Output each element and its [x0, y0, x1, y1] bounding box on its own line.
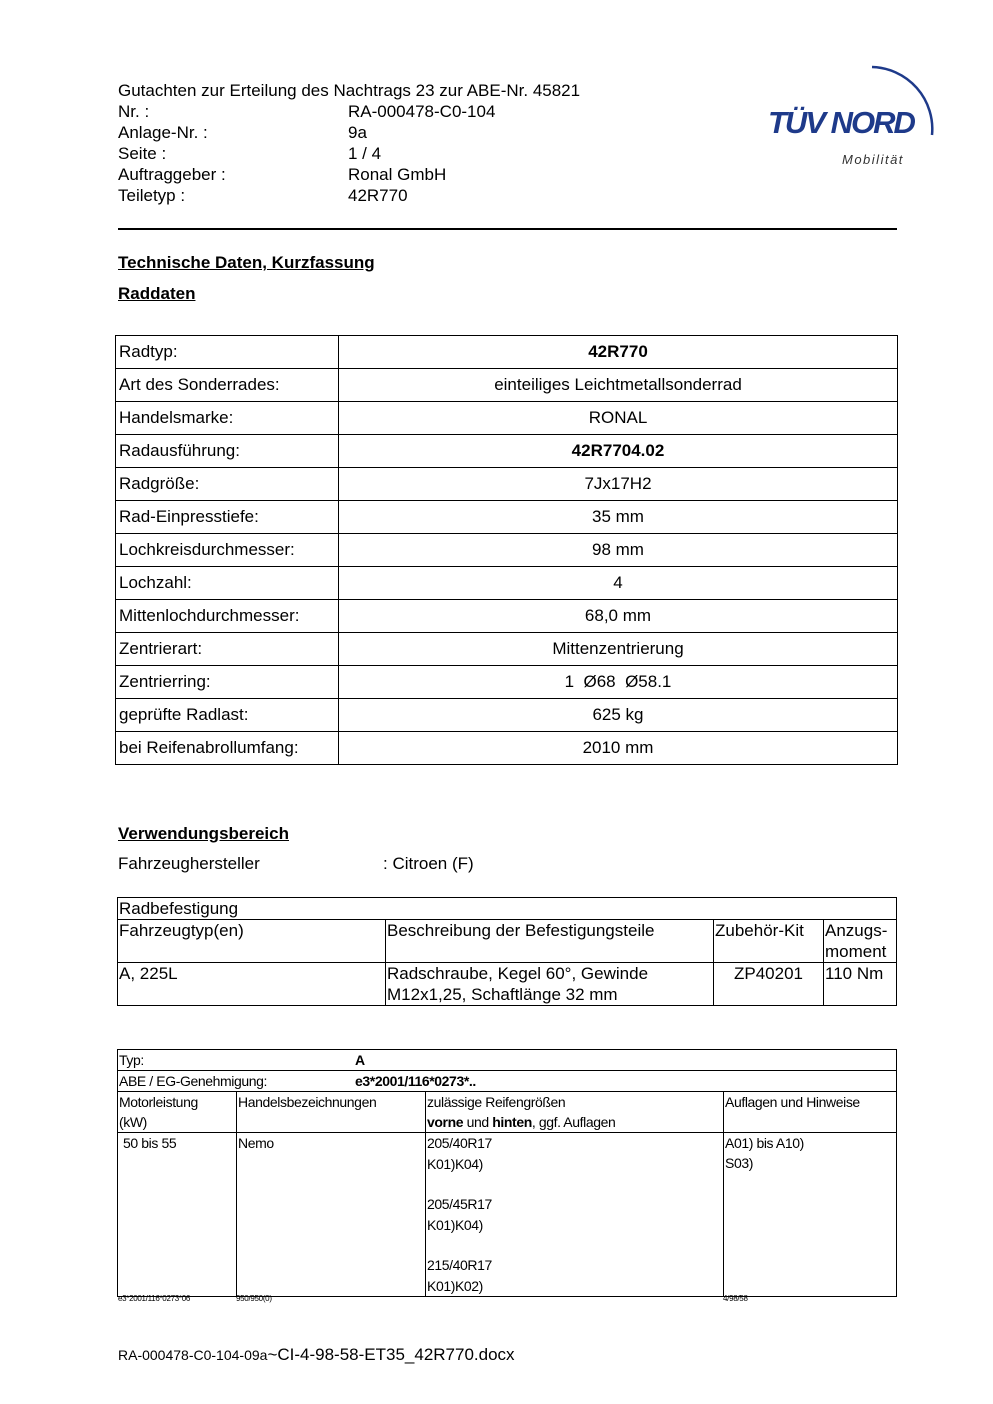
fastening-table	[117, 897, 897, 1006]
table-row: Typ: A	[118, 1050, 897, 1071]
table-row: Zentrierart: Mittenzentrierung	[116, 633, 898, 666]
manufacturer-label: Fahrzeughersteller	[118, 854, 260, 873]
tuv-nord-logo	[760, 55, 940, 175]
document-header	[118, 80, 580, 206]
table-row: Fahrzeugtyp(en) Beschreibung der Befestigungsteile Zubehör-Kit Anzugs- moment	[118, 920, 897, 963]
notes-list: A01) bis A10) S03)	[724, 1133, 897, 1297]
table-row: geprüfte Radlast: 625 kg	[116, 699, 898, 732]
header-divider	[118, 228, 897, 230]
table-row: Zentrierring: 1 Ø68 Ø58.1	[116, 666, 898, 699]
table-row: Lochzahl: 4	[116, 567, 898, 600]
table-row: Art des Sonderrades: einteiliges Leichtmetallsonderrad	[116, 369, 898, 402]
document-title: Gutachten zur Erteilung des Nachtrags 23 zur ABE-Nr. 45821	[118, 81, 581, 100]
table-row: bei Reifenabrollumfang: 2010 mm	[116, 732, 898, 765]
table-row: Radbefestigung	[118, 898, 897, 920]
header-row-teiletyp: Teiletyp : 42R770	[118, 186, 408, 205]
table-row: Rad-Einpresstiefe: 35 mm	[116, 501, 898, 534]
table-row: Handelsmarke: RONAL	[116, 402, 898, 435]
manufacturer-line	[118, 854, 474, 874]
table-row: A, 225L Radschraube, Kegel 60°, Gewinde M12x1,25, Schaftlänge 32 mm ZP40201 110 Nm	[118, 963, 897, 1006]
header-row-auftraggeber: Auftraggeber : Ronal GmbH	[118, 165, 447, 184]
approval-footnote-right: 4/98/58	[723, 1294, 748, 1303]
table-row: Radausführung: 42R7704.02	[116, 435, 898, 468]
approval-footnote-mid: 950/950(0)	[236, 1294, 272, 1303]
header-row-nr: Nr. : RA-000478-C0-104	[118, 102, 496, 121]
section-usage: Verwendungsbereich	[118, 824, 289, 843]
manufacturer-value: : Citroen (F)	[383, 854, 474, 873]
table-row: Mittenlochdurchmesser: 68,0 mm	[116, 600, 898, 633]
logo-subtitle: Mobilität	[842, 152, 904, 167]
table-row: Lochkreisdurchmesser: 98 mm	[116, 534, 898, 567]
wheel-data-table	[115, 335, 898, 765]
table-row: 50 bis 55 Nemo 205/40R17 K01)K04) 205/45R17 K01)K04) 215/40R17 K01)K02) A01) bis A10) S03)	[118, 1133, 897, 1297]
section-technical-data: Technische Daten, Kurzfassung	[118, 253, 375, 272]
header-row-anlage: Anlage-Nr. : 9a	[118, 123, 367, 142]
header-row-seite: Seite : 1 / 4	[118, 144, 382, 163]
table-row: Radtyp: 42R770	[116, 336, 898, 369]
table-row: Radgröße: 7Jx17H2	[116, 468, 898, 501]
tyre-list: 205/40R17 K01)K04) 205/45R17 K01)K04) 215/40R17 K01)K02)	[426, 1133, 724, 1297]
document-footer: RA-000478-C0-104-09a~CI-4-98-58-ET35_42R770.docx	[118, 1345, 515, 1364]
approval-table	[117, 1049, 897, 1297]
approval-footnote-left: e3*2001/116*0273*06	[118, 1294, 191, 1303]
table-row: ABE / EG-Genehmigung: e3*2001/116*0273*..	[118, 1071, 897, 1092]
table-row: Motorleistung (kW) Handelsbezeichnungen zulässige Reifengrößen vorne und hinten, ggf. Auflagen Auflagen und Hinweise	[118, 1092, 897, 1133]
section-wheel-data: Raddaten	[118, 284, 196, 303]
moment-header: Anzugs- moment	[824, 920, 897, 963]
logo-brand: TÜV NORD	[768, 105, 914, 140]
